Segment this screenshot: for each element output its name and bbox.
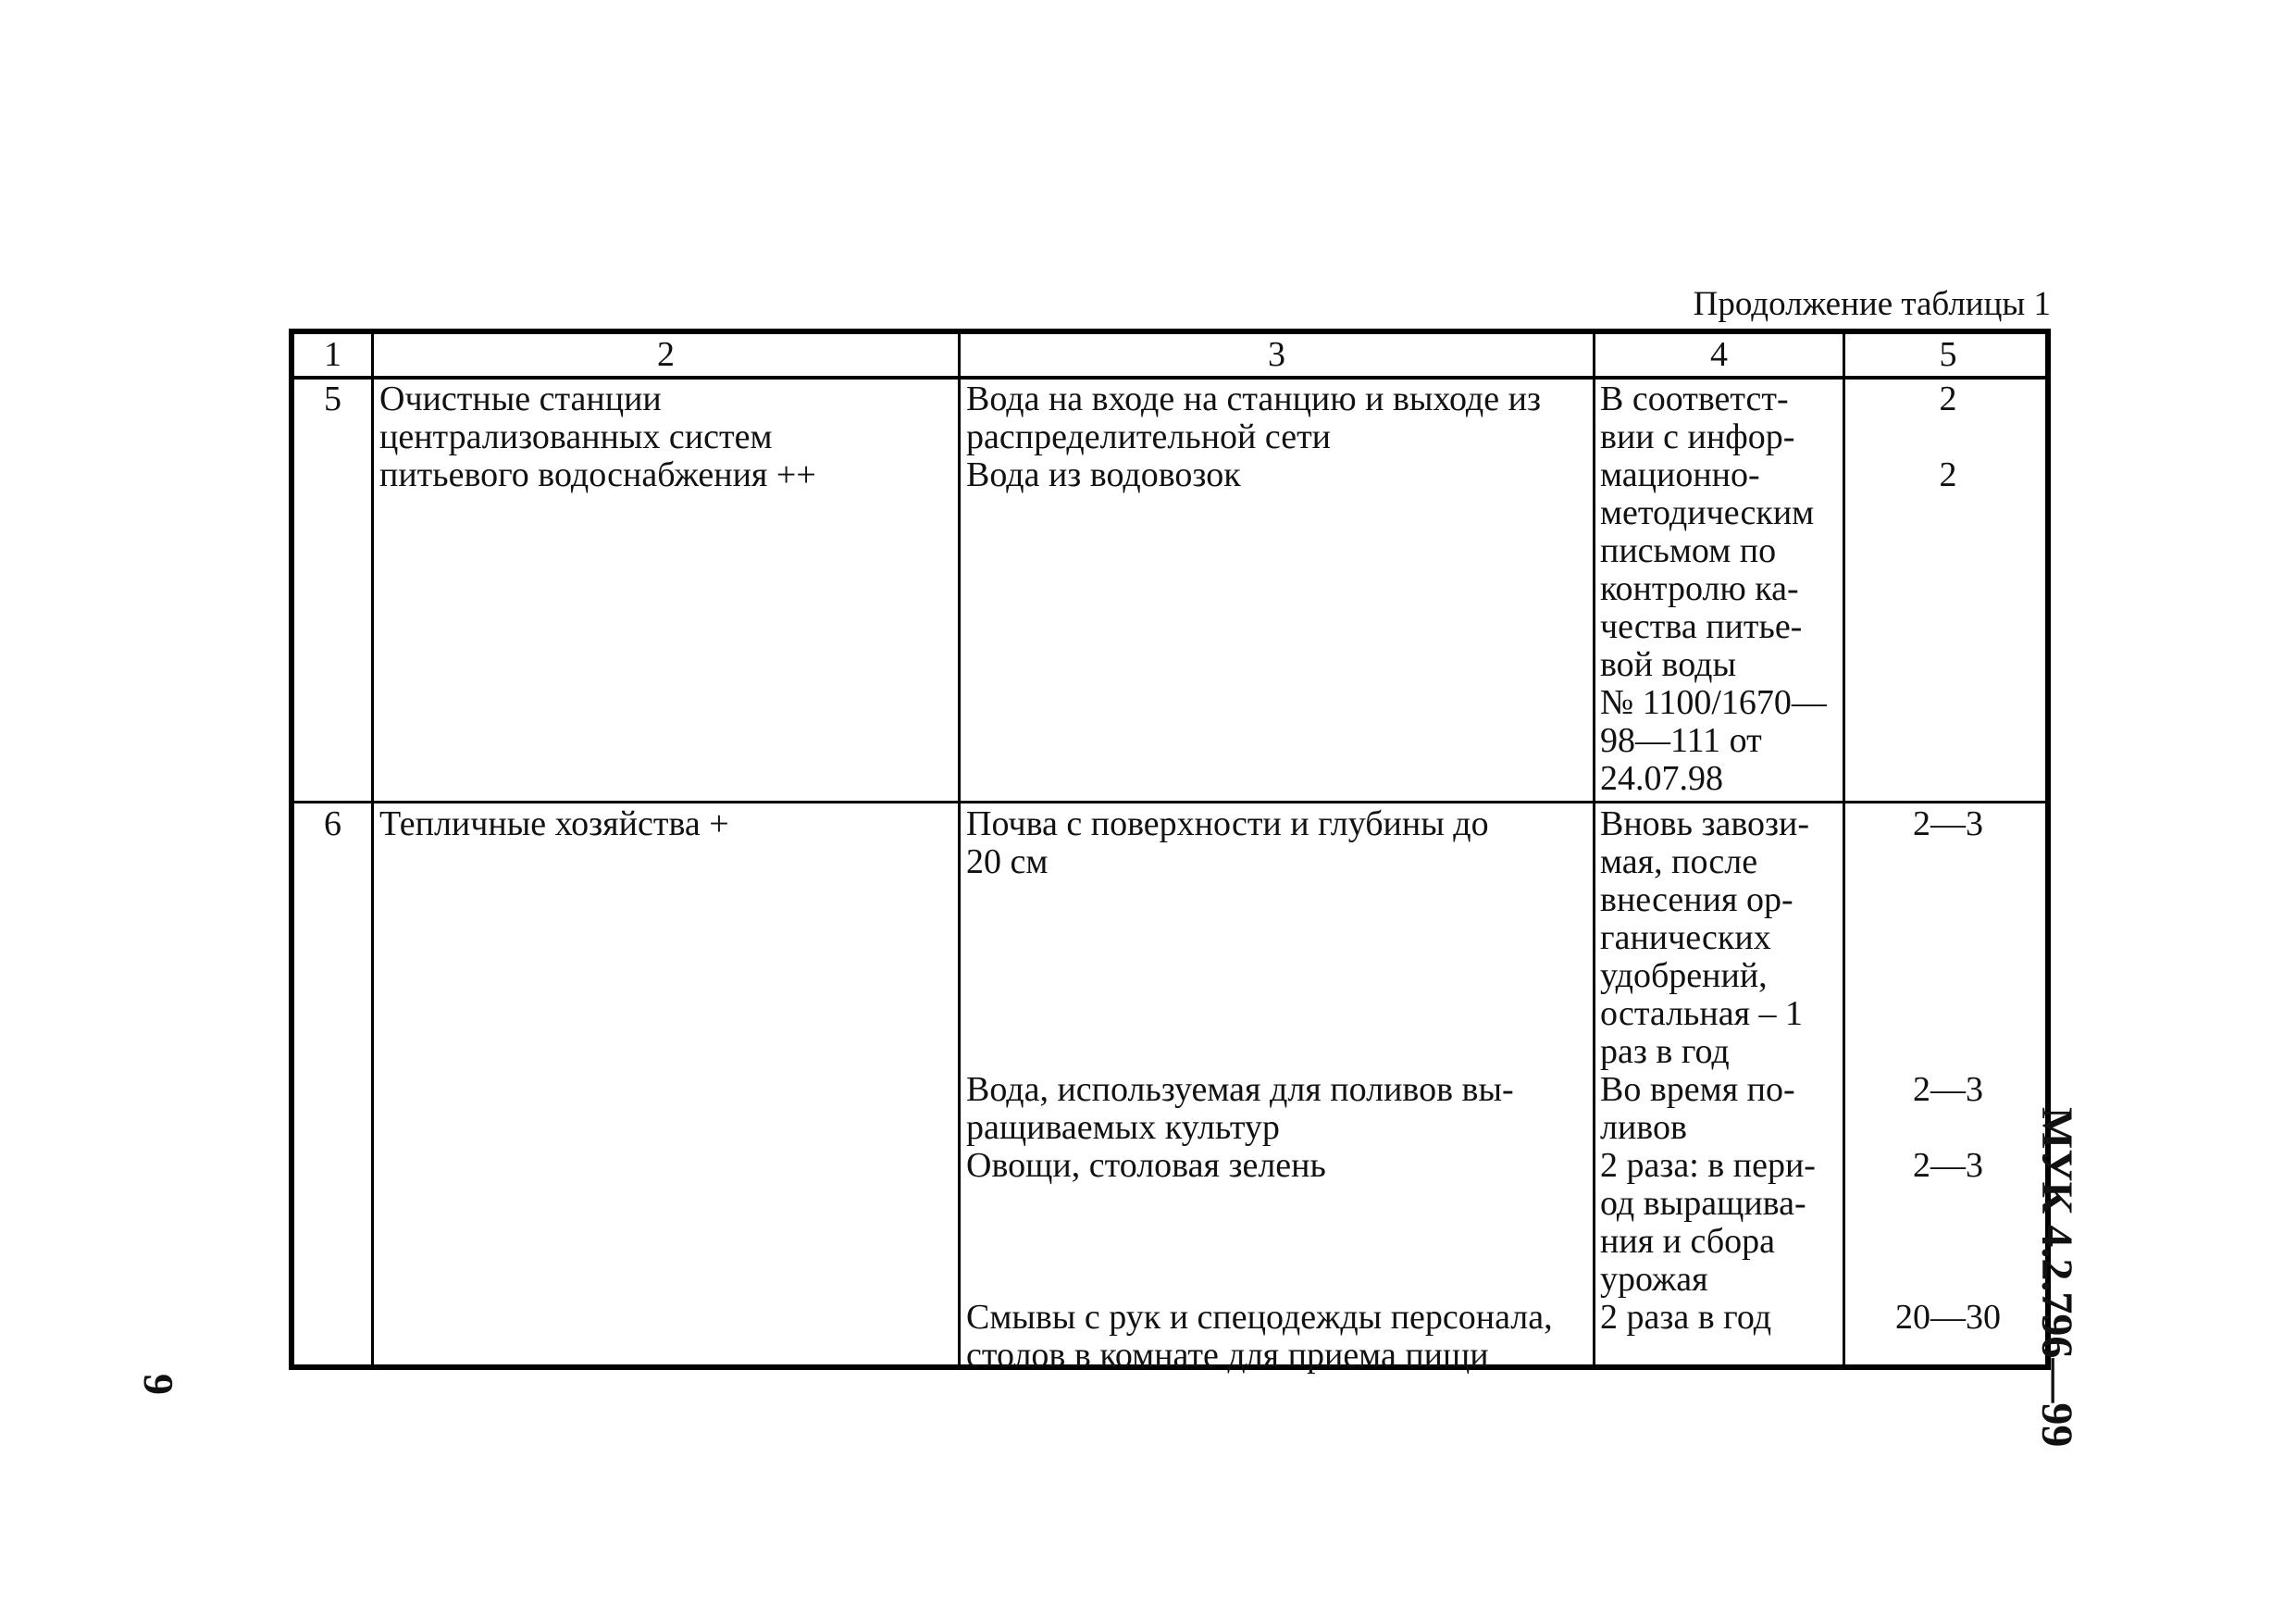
sampling-period: Во время по- ливов — [1600, 1070, 1795, 1147]
sample-count: 2 — [1939, 380, 1957, 418]
row-divider — [294, 801, 2045, 803]
sampling-period: 2 раза: в пери- од выращива- ния и сбора урожая — [1600, 1146, 1816, 1299]
sample-type: Вода, используемая для поливов вы- ращиваемых культур — [966, 1070, 1514, 1147]
row-number: 6 — [324, 804, 341, 843]
sample-type: Смывы с рук и спецодежды персонала, столов в комнате для приема пищи — [966, 1298, 1553, 1375]
object-name: Тепличные хозяйства + — [379, 804, 729, 843]
row-number: 5 — [324, 380, 341, 418]
sampling-period: В соответст- вии с инфор- мационно- методическим письмом по контролю ка- чества питье- вой воды № 1100/1670— 98—111 от 24.07.98 — [1600, 380, 1827, 798]
column-divider — [1593, 334, 1595, 1364]
sample-count: 2—3 — [1913, 804, 1983, 843]
sample-count: 20—30 — [1895, 1298, 2001, 1337]
sample-type: Почва с поверхности и глубины до 20 см — [966, 804, 1489, 881]
column-header-4: 4 — [1710, 335, 1728, 374]
sampling-period: Вновь завози- мая, после внесения ор- ганических удобрений, остальная – 1 раз в год — [1600, 804, 1810, 1071]
column-divider — [958, 334, 961, 1364]
sample-type: Овощи, столовая зелень — [966, 1146, 1326, 1185]
column-header-2: 2 — [657, 335, 675, 374]
sampling-period: 2 раза в год — [1600, 1298, 1772, 1337]
sample-count: 2—3 — [1913, 1146, 1983, 1185]
sample-type: Вода на входе на станцию и выходе из распределительной сети — [966, 380, 1541, 456]
sample-count: 2 — [1939, 455, 1957, 494]
column-divider — [371, 334, 374, 1364]
column-header-5: 5 — [1939, 335, 1957, 374]
column-header-1: 1 — [324, 335, 341, 374]
data-table — [289, 329, 2051, 1375]
column-header-3: 3 — [1268, 335, 1285, 374]
table-caption: Продолжение таблицы 1 — [1693, 285, 2051, 323]
object-name: Очистные станции централизованных систем питьевого водоснабжения ++ — [379, 380, 816, 494]
page-number: 9 — [135, 1374, 182, 1395]
document-code: МУК 4.2.796—99 — [2032, 1107, 2081, 1448]
sample-type: Вода из водовозок — [966, 455, 1241, 494]
sample-count: 2—3 — [1913, 1070, 1983, 1109]
